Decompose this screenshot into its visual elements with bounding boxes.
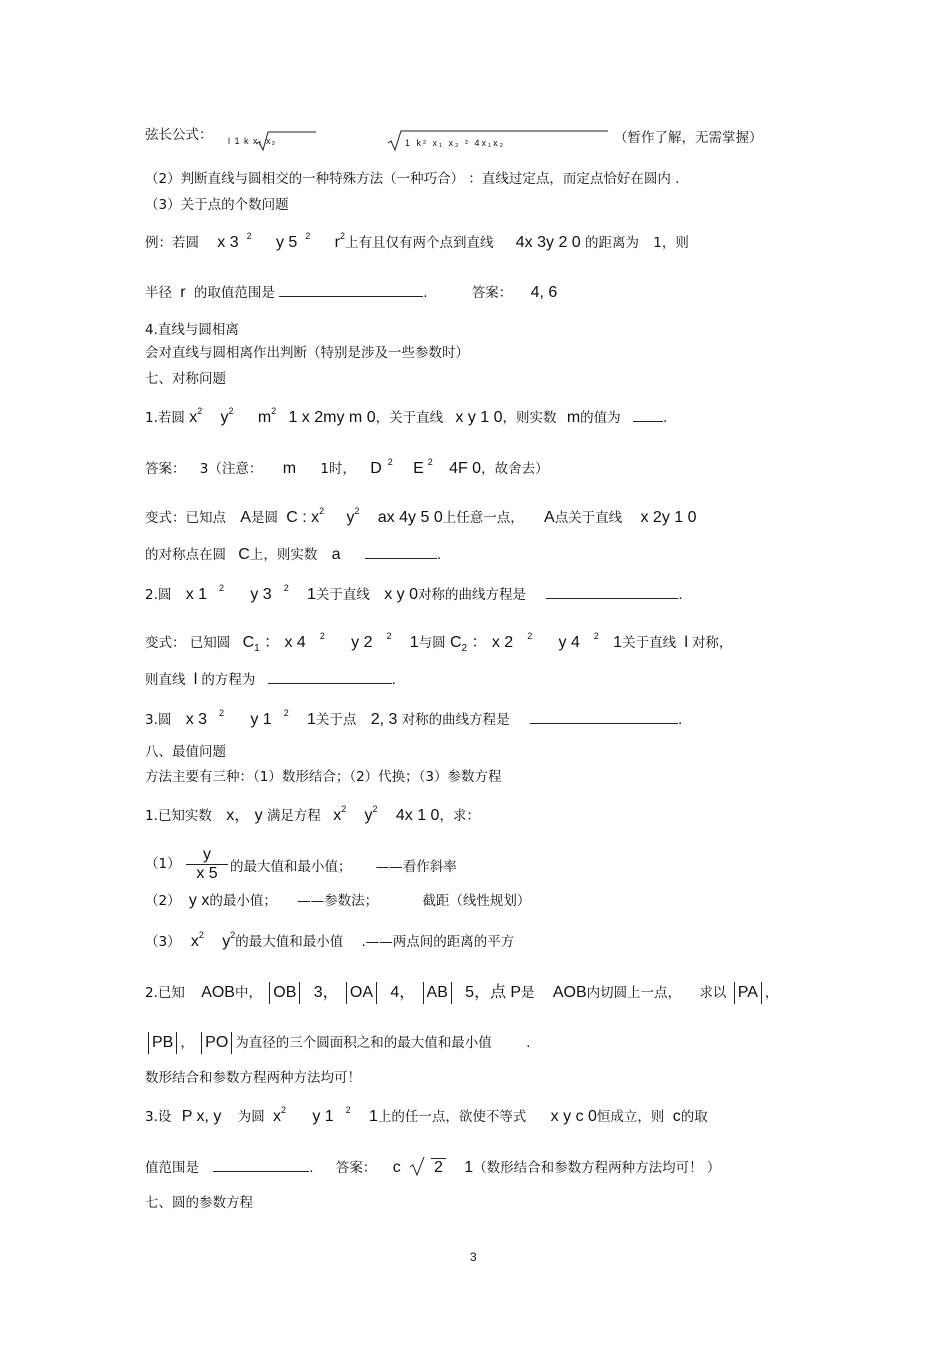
symmetry-q3: 3.圆 x 3 $^2$ y 1 $^2$ 1关于点 2, 3 对称的曲线方程是 . xyxy=(145,708,683,728)
page-number: 3 xyxy=(470,1250,477,1264)
extremum-q1-part1-text: 的最大值和最小值； ——看作斜率 xyxy=(230,859,457,875)
extremum-q2-line-2: PB ， PO 为直径的三个圆面积之和的最大值和最小值 . xyxy=(145,1032,530,1054)
chord-length-line xyxy=(145,126,213,144)
variant-2-line: 变式： 已知圆 $C_1$ ： x 4 $^2$ y 2 $^2$ 1与圆 $C_2$ ： x 2 $^2$ y 4 $^2$ 1关于直线 l 对称， xyxy=(145,631,733,654)
section-4-title: 4.直线与圆相离 xyxy=(145,322,239,338)
chord-formula-1: l 1 k x₁ x₂ xyxy=(228,136,277,146)
variant-1-line-2: 的对称点在圆 C上，则实数 a . xyxy=(145,546,442,563)
chord-label: 弦长公式： xyxy=(145,127,213,143)
section-4-text: 会对直线与圆相离作出判断（特别是涉及一些参数时） xyxy=(145,345,469,361)
answer-blank[interactable] xyxy=(633,407,663,422)
symmetry-q2: 2.圆 x 1 $^2$ y 3 $^2$ 1关于直线 x y 0对称的曲线方程是 . xyxy=(145,583,683,603)
extremum-q3-line-2: 值范围是 . 答案： c 2 1（数形结合和参数方程两种方法均可！ ） xyxy=(145,1159,721,1176)
answer-blank[interactable] xyxy=(213,1157,309,1172)
sqrt-sign-1 xyxy=(256,130,316,152)
point-count-heading: （3）关于点的个数问题 xyxy=(145,197,289,213)
extremum-q2-note: 数形结合和参数方程两种方法均可！ xyxy=(145,1070,361,1086)
sqrt-two: 2 xyxy=(431,1158,446,1176)
extremum-q3: 3.设 P x, y 为圆 $x^2$ y 1 $^2$ 1上的任一点，欲使不等式 x y c 0恒成立，则 c的取 xyxy=(145,1105,708,1125)
extremum-q1-part1: （1） xyxy=(145,856,181,872)
extremum-q1-part3: （3） $x^2$ $y^2$的最大值和最小值 .——两点间的距离的平方 xyxy=(145,930,515,950)
section-8-methods: 方法主要有三种：（1）数形结合；（2）代换；（3）参数方程 xyxy=(145,769,502,785)
section-8-title: 八、最值问题 xyxy=(145,744,226,760)
answer-blank[interactable] xyxy=(279,282,423,297)
extremum-q1: 1.已知实数 x， y 满足方程 $x^2$ $y^2$ 4x 1 0，求： xyxy=(145,804,480,824)
sqrt-sign-3 xyxy=(410,1153,426,1177)
example-line: 例：若圆 x 3 $^2$ y 5 $^2$ $r^2$上有且仅有两个点到直线 4x 3y 2 0 的距离为 1，则 xyxy=(145,231,689,251)
variant-2-line-2: 则直线 l 的方程为 . xyxy=(145,671,396,688)
extremum-q1-part2: （2） y x的最小值； ——参数法； 截距（线性规划） xyxy=(145,892,531,909)
section-7b-title: 七、圆的参数方程 xyxy=(145,1195,253,1211)
symmetry-q1-answer: 答案： 3（注意： m 1时， D $^2$ E $^2$ 4F 0，故舍去） xyxy=(145,457,549,477)
section-7-title: 七、对称问题 xyxy=(145,371,226,387)
extremum-q2: 2.已知 AOB中， OB 3， OA 4， AB 5，点 P是 AOB内切圆上一点， 求以 PA ， xyxy=(145,982,778,1004)
symmetry-q1: 1.若圆 $x^2$ $y^2$ $m^2$ 1 x 2my m 0，关于直线 x y 1 0，则实数 m的值为 . xyxy=(145,406,668,426)
chord-formula-2: 1 k² x₁ x₂ ² 4x₁x₂ xyxy=(405,138,506,148)
chord-note: （暂作了解，无需掌握） xyxy=(614,130,763,146)
answer-blank[interactable] xyxy=(268,669,392,684)
variant-1-line: 变式：已知点 A是圆 C : $x^2$ $y^2$ ax 4y 5 0上任意一点， A点关于直线 x 2y 1 0 xyxy=(145,506,697,526)
answer-blank[interactable] xyxy=(546,584,678,599)
example-range-line: 半径 r 的取值范围是 . 答案： 4, 6 xyxy=(145,284,558,301)
special-method-line: （2）判断直线与圆相交的一种特殊方法（一种巧合） ：直线过定点，而定点恰好在圆内 . xyxy=(145,171,680,187)
slope-fraction: $\frac{y}{x 5}$ xyxy=(186,846,228,883)
answer-blank[interactable] xyxy=(365,544,437,559)
answer-blank[interactable] xyxy=(530,709,678,724)
